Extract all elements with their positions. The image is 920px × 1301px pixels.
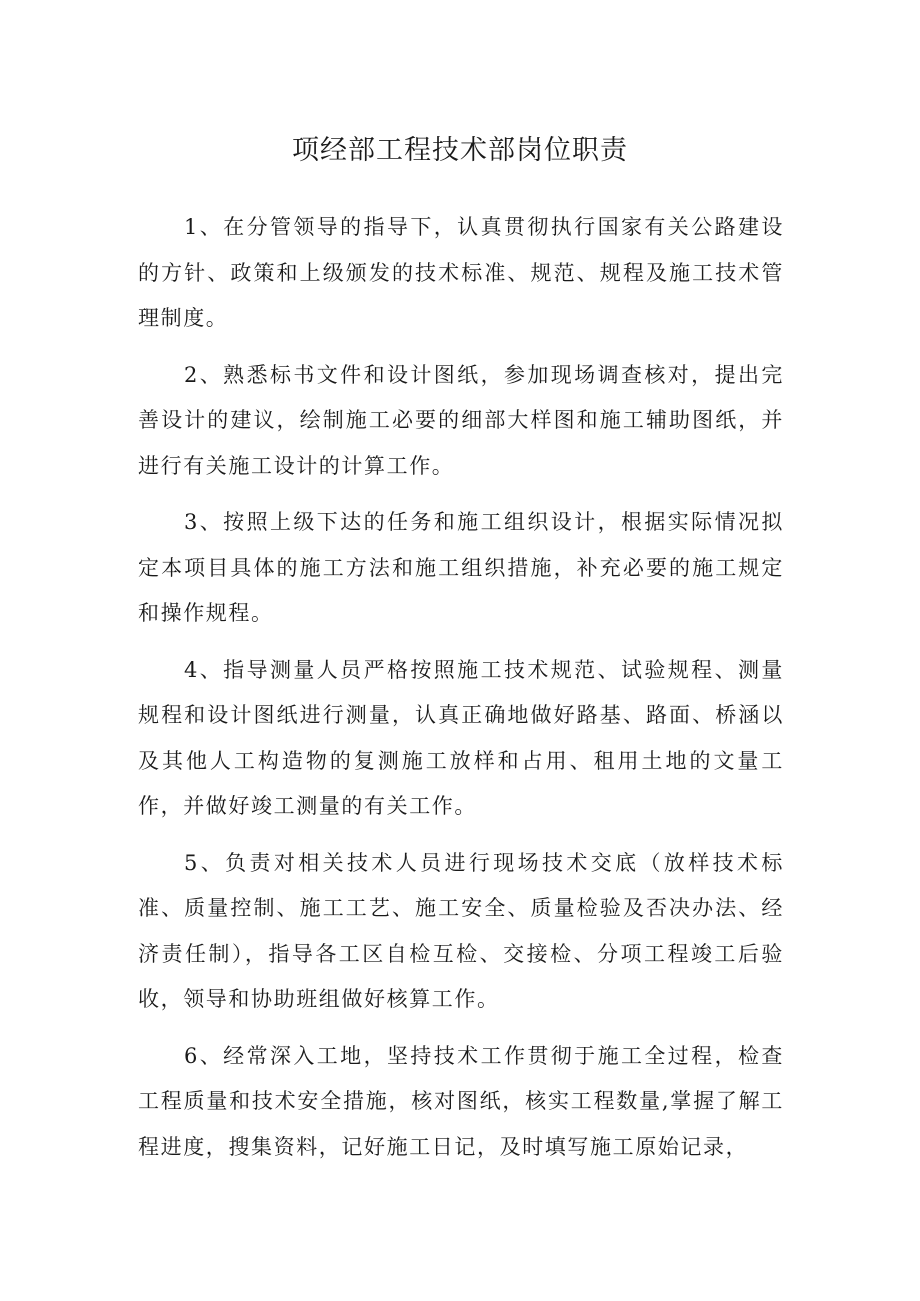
paragraph-6: 6、经常深入工地，坚持技术工作贯彻于施工全过程，检查工程质量和技术安全措施，核对图纸，核实工程数量,掌握了解工程进度，搜集资料，记好施工日记，及时填写施工原始记录， (138, 1043, 784, 1159)
paragraph-5: 5、负责对相关技术人员进行现场技术交底（放样技术标准、质量控制、施工工艺、施工安全、质量检验及否决办法、经济责任制），指导各工区自检互检、交接检、分项工程竣工后验收，领导和协助班组做好核算工作。 (138, 850, 784, 1011)
paragraph-4: 4、指导测量人员严格按照施工技术规范、试验规程、测量规程和设计图纸进行测量，认真正确地做好路基、路面、桥涵以及其他人工构造物的复测施工放样和占用、租用土地的文量工作，并做好竣工测量的有关工作。 (138, 657, 784, 818)
paragraph-3: 3、按照上级下达的任务和施工组织设计，根据实际情况拟定本项目具体的施工方法和施工组织措施，补充必要的施工规定和操作规程。 (138, 510, 784, 625)
paragraph-1: 1、在分管领导的指导下，认真贯彻执行国家有关公路建设的方针、政策和上级颁发的技术标准、规范、规程及施工技术管理制度。 (138, 215, 784, 330)
document-body (138, 205, 784, 1181)
document-title: 项经部工程技术部岗位职责 (292, 135, 628, 166)
paragraph-2: 2、熟悉标书文件和设计图纸，参加现场调查核对，提出完善设计的建议，绘制施工必要的细部大样图和施工辅助图纸，并进行有关施工设计的计算工作。 (138, 362, 784, 478)
